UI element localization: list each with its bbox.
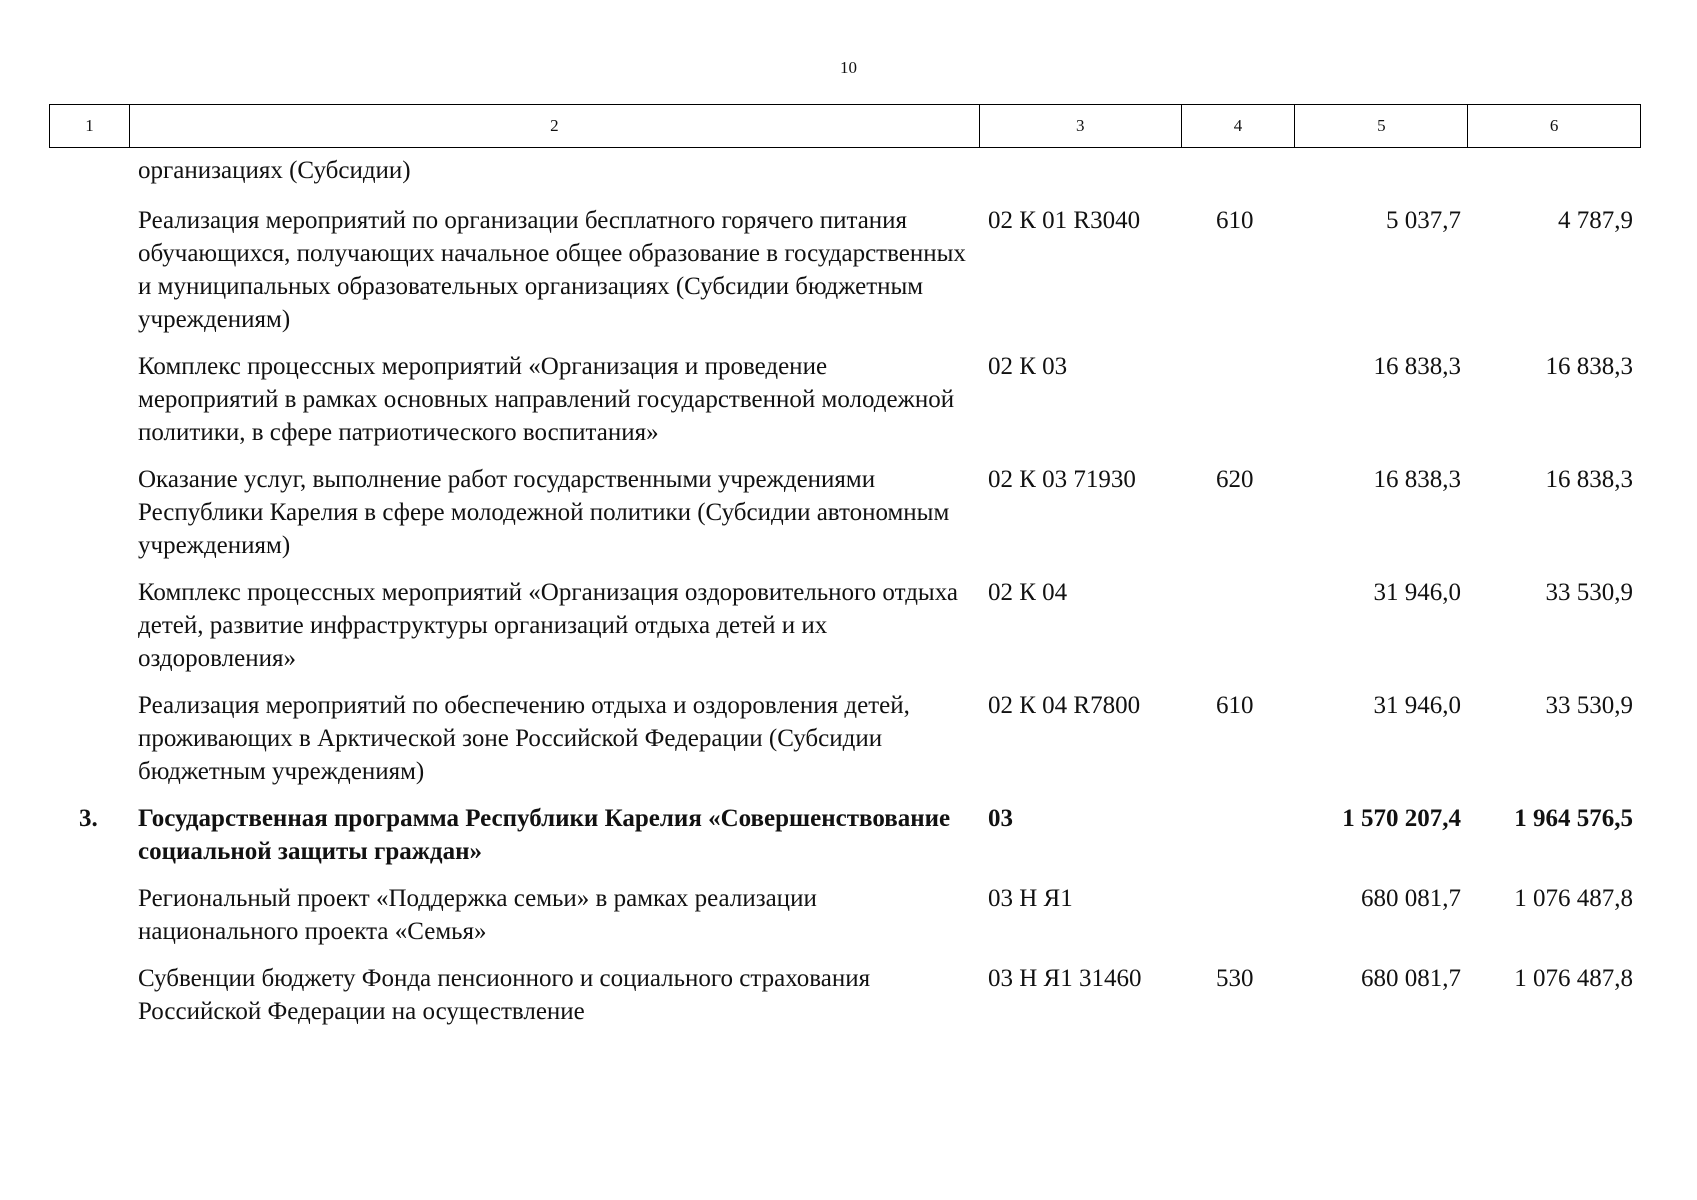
row-code <box>980 154 1182 187</box>
header-col-5: 5 <box>1295 105 1468 147</box>
row-code: 03 Н Я1 <box>988 885 1073 912</box>
row-value-2025 <box>1469 154 1641 187</box>
table-row <box>49 882 1641 948</box>
row-value-2024: 16 838,3 <box>1373 466 1461 493</box>
row-number <box>49 882 129 948</box>
table-body <box>49 154 1641 1028</box>
row-name: Комплекс процессных мероприятий «Организация и проведение мероприятий в рамках основных направлений государственной молодежной политики, в сфере патриотического воспитания» <box>138 353 955 446</box>
row-name: Государственная программа Республики Карелия «Совершенствование социальной защиты граждан» <box>138 805 951 865</box>
row-value-2025: 33 530,9 <box>1545 692 1633 719</box>
row-number <box>49 689 129 788</box>
table-row <box>49 689 1641 788</box>
row-code: 02 К 04 <box>988 579 1068 606</box>
row-value-2025: 1 076 487,8 <box>1514 885 1633 912</box>
row-value-2025: 16 838,3 <box>1545 466 1633 493</box>
row-value-2024: 1 570 207,4 <box>1342 805 1461 832</box>
row-value-2025: 33 530,9 <box>1545 579 1633 606</box>
row-type <box>1182 882 1296 948</box>
row-type: 610 <box>1216 207 1254 234</box>
row-name: Реализация мероприятий по организации бесплатного горячего питания обучающихся, получающих начальное общее образование в государственных и муниципальных образовательных организациях (Субсидии бюджетным учреждениям) <box>138 207 966 333</box>
row-value-2024: 680 081,7 <box>1361 965 1461 992</box>
row-number <box>49 154 129 187</box>
row-code: 02 К 04 R7800 <box>988 692 1141 719</box>
row-code: 02 К 01 R3040 <box>988 207 1141 234</box>
row-number <box>49 350 129 449</box>
table-row-program <box>49 802 1641 868</box>
row-value-2024: 31 946,0 <box>1373 579 1461 606</box>
row-type <box>1182 350 1296 449</box>
row-type <box>1182 154 1296 187</box>
row-name: Оказание услуг, выполнение работ государственными учреждениями Республики Карелия в сфере молодежной политики (Субсидии автономным учреждениям) <box>138 466 950 559</box>
header-col-3: 3 <box>980 105 1182 147</box>
row-type: 620 <box>1216 466 1254 493</box>
header-col-2: 2 <box>130 105 980 147</box>
table-row <box>49 204 1641 336</box>
table-row <box>49 154 1641 187</box>
table-row <box>49 576 1641 675</box>
row-name: Региональный проект «Поддержка семьи» в рамках реализации национального проекта «Семья» <box>138 885 817 945</box>
header-col-1: 1 <box>50 105 130 147</box>
row-code: 02 К 03 <box>988 353 1068 380</box>
table-header <box>49 104 1641 148</box>
header-col-6: 6 <box>1549 116 1559 135</box>
row-type <box>1182 802 1296 868</box>
row-name: Субвенции бюджету Фонда пенсионного и социального страхования Российской Федерации на осуществление <box>138 965 871 1025</box>
row-name: Реализация мероприятий по обеспечению отдыха и оздоровления детей, проживающих в Арктической зоне Российской Федерации (Субсидии бюджетным учреждениям) <box>138 692 910 785</box>
row-name: организациях (Субсидии) <box>138 157 411 184</box>
row-value-2024 <box>1296 154 1469 187</box>
row-number <box>49 463 129 562</box>
row-code: 03 Н Я1 31460 <box>988 965 1142 992</box>
row-value-2025: 4 787,9 <box>1558 207 1633 234</box>
page-number: 10 <box>840 58 857 77</box>
table-row <box>49 962 1641 1028</box>
row-number: 3. <box>79 805 98 832</box>
row-number <box>49 204 129 336</box>
row-code: 03 <box>988 805 1013 832</box>
row-value-2024: 31 946,0 <box>1373 692 1461 719</box>
row-value-2025: 16 838,3 <box>1545 353 1633 380</box>
row-code: 02 К 03 71930 <box>988 466 1136 493</box>
row-value-2025: 1 076 487,8 <box>1514 965 1633 992</box>
row-type <box>1182 576 1296 675</box>
row-number <box>49 962 129 1028</box>
row-type: 610 <box>1216 692 1254 719</box>
row-value-2024: 16 838,3 <box>1373 353 1461 380</box>
row-value-2025: 1 964 576,5 <box>1514 805 1633 832</box>
table-row <box>49 463 1641 562</box>
row-name: Комплекс процессных мероприятий «Организация оздоровительного отдыха детей, развитие инфраструктуры организаций отдыха детей и их оздоровления» <box>138 579 958 672</box>
row-number <box>49 576 129 675</box>
row-value-2024: 680 081,7 <box>1361 885 1461 912</box>
table-row <box>49 350 1641 449</box>
header-col-4: 4 <box>1182 105 1296 147</box>
row-value-2024: 5 037,7 <box>1386 207 1461 234</box>
row-type: 530 <box>1216 965 1254 992</box>
